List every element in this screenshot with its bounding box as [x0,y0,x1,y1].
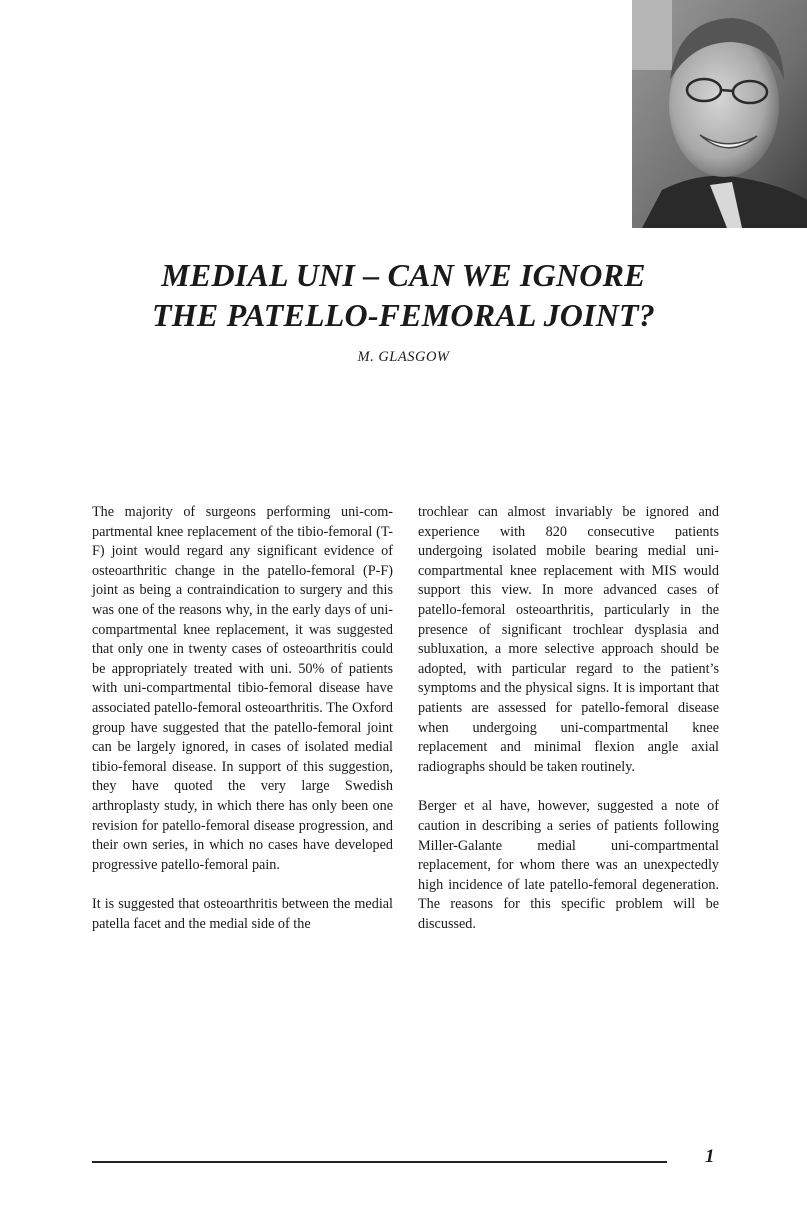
body-column-right [418,503,719,954]
paragraph: trochlear can almost invariably be ignored and experience with 820 consecutive patients undergoing isolated mobile bearing medial uni-compartmental knee replacement with MIS would support this view. In more advanced cases of patello-femoral osteoarthritis, particularly in the presence of significant trochlear dysplasia and subluxation, a more selective approach should be adopted, with particular regard to the patient’s symptoms and the physical signs. It is important that patients are assessed for patello-femoral disease when undergoing uni-compartmental knee replacement and minimal flexion angle axial radiographs should be taken routinely. [418,504,719,775]
page-number: 1 [705,1146,715,1167]
article-title-line-2: THE PATELLO-FEMORAL JOINT? [152,297,655,333]
body-column-left [92,503,393,954]
paragraph: The majority of surgeons performing uni-compartmental knee replacement of the tibio-femoral (T-F) joint would regard any significant evidence of osteoarthritic change in the patello-femoral (P-F) joint as being a contraindication to surgery and this was one of the reasons why, in the early days of uni-compartmental knee replacement, it was suggested that only one in twenty cases of osteoarthritis could be appropriately treated with uni. 50% of patients with uni-compartmental tibio-femoral disease have associated patello-femoral osteoarthritis. The Oxford group have suggested that the patello-femoral joint can be largely ignored, in cases of isolated medial tibio-femoral disease. In support of this suggestion, they have quoted the very large Swedish arthroplasty study, in which there has only been one revision for patello-femoral disease progression, and their own series, in which no cases have developed progressive patello-femoral pain. [92,504,393,873]
author-photo [632,0,807,228]
paragraph: Berger et al have, however, suggested a note of caution in describing a series of patients following Miller-Galante medial uni-compartmental replacement, for whom there was an unexpectedly high incidence of late patello-femoral degeneration. The reasons for this specific problem will be discussed. [418,798,719,932]
footer-rule [92,1161,667,1163]
author-name: M. GLASGOW [357,349,450,365]
article-title [0,255,807,335]
article-title-line-1: MEDIAL UNI – CAN WE IGNORE [161,257,646,293]
paragraph: It is suggested that osteoarthritis between the medial patella facet and the medial side of the [92,896,393,932]
